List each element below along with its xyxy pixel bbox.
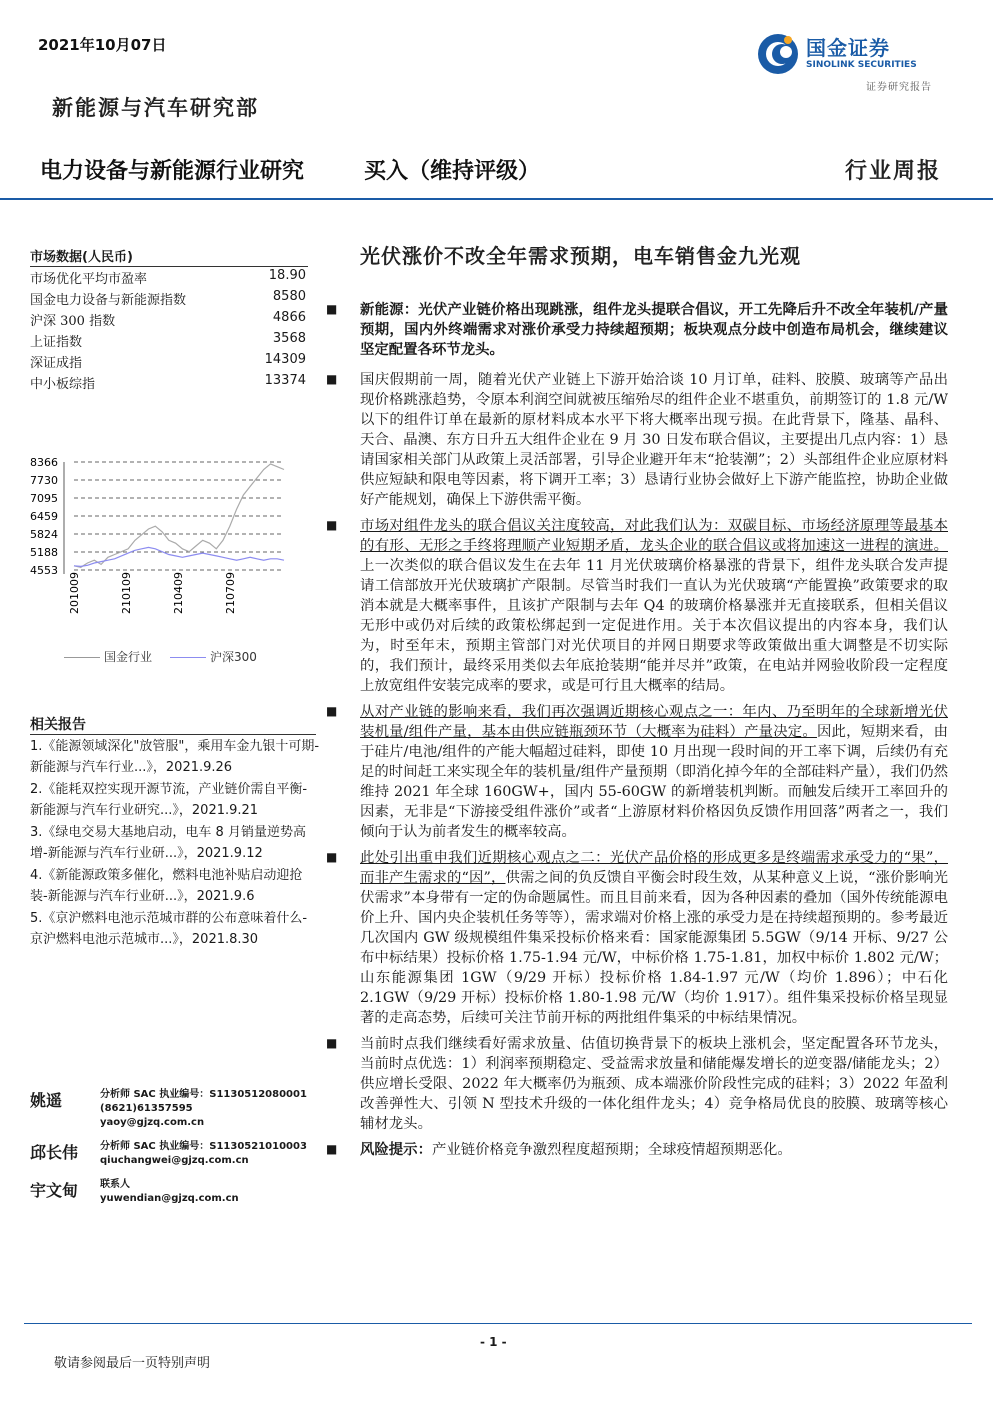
report-title: 电力设备与新能源行业研究 — [40, 159, 305, 184]
department-name: 新能源与汽车研究部 — [52, 95, 259, 120]
analyst-name: 姚遥 — [30, 1091, 63, 1110]
body-paragraph: 从对产业链的影响来看，我们再次强调近期核心观点之一：年内、乃至明年的全球新增光伏装机量/组件产量，基本由供应链瓶颈环节（大概率为硅料）产量决定。因此，短期来看，由于硅片/电池/组件的产能大幅超过硅料，即使 10 月出现一段时间的开工率下调，后续仍有充足的时间赶工来实现全年的装机量/组件产量预期（即消化掉今年的全部硅料产量），我们仍然维持 2021 年全球 160GW+，国内 55-60GW 的新增装机判断。而触发后续开工率回升的因素，无非是“下游接受组件涨价”或者“上游原材料价格因负反馈作用回落”两者之一，我们倾向于认为前者发生的概率较高。 — [360, 704, 948, 840]
related-report-item[interactable]: 5.《京沪燃料电池示范城市群的公布意味着什么-京沪燃料电池示范城市...》，2021.8.30 — [30, 911, 308, 947]
bullet-paragraph — [326, 848, 948, 1028]
related-report-item[interactable]: 2.《能耗双控实现开源节流，产业链价需自平衡-新能源与汽车行业研究...》，2021.9.21 — [30, 782, 308, 818]
footer-divider — [24, 1323, 972, 1324]
analyst-info: 分析师 SAC 执业编号：S1130521010003 qiuchangwei@gjzq.com.cn — [100, 1141, 307, 1166]
body-paragraph: 当前时点我们继续看好需求放量、估值切换背景下的板块上涨机会，坚定配置各环节龙头，当前时点优选：1）利润率预期稳定、受益需求放量和储能爆发增长的逆变器/储能龙头；2）供应增长受限、2022 年大概率仍为瓶颈、成本端涨价阶段性完成的硅料；3）2022 年盈利改善弹性大、引领 N 型技术升级的一体化组件龙头；4）竞争格局优良的胶膜、玻璃等核心辅材龙头。 — [360, 1036, 948, 1132]
bullet-square-icon: ■ — [326, 302, 338, 316]
legend-line-icon — [64, 657, 100, 658]
bullet-paragraph — [326, 702, 948, 842]
bullet-square-icon: ■ — [326, 704, 338, 718]
bullet-paragraph — [326, 516, 948, 696]
related-report-item[interactable]: 1.《能源领域深化"放管服"，乘用车金九银十可期-新能源与汽车行业...》，2021.9.26 — [30, 739, 320, 775]
analyst-info: 联系人 yuwendian@gjzq.com.cn — [100, 1179, 239, 1204]
rating-label: 买入（维持评级） — [364, 159, 541, 184]
analyst-entry — [30, 1178, 330, 1206]
logo-subtitle: 证券研究报告 — [866, 82, 932, 93]
bullet-square-icon: ■ — [326, 1142, 338, 1156]
market-data-value: 4866 — [272, 310, 306, 325]
x-tick-label: 210109 — [120, 572, 133, 614]
logo-text-en: SINOLINK SECURITIES — [806, 60, 917, 70]
page-number: - 1 - — [480, 1335, 507, 1349]
y-tick-label: 5824 — [30, 528, 58, 541]
market-data-title: 市场数据(人民币) — [30, 250, 133, 265]
market-data-label: 上证指数 — [30, 335, 83, 350]
market-data-label: 沪深 300 指数 — [30, 314, 116, 329]
company-logo — [756, 30, 946, 78]
index-chart — [30, 446, 300, 636]
market-data-row — [30, 373, 306, 394]
footer-disclaimer: 敬请参阅最后一页特别声明 — [54, 1356, 211, 1371]
body-paragraph: 市场对组件龙头的联合倡议关注度较高，对此我们认为：双碳目标、市场经济原理等最基本的有形、无形之手终将理顺产业短期矛盾，龙头企业的联合倡议或将加速这一进程的演进。上一次类似的联合倡议发生在去年 11 月光伏玻璃价格暴涨的背景下，组件龙头联合发声提请工信部放开光伏玻璃扩产限制。尽管当时我们一直认为光伏玻璃“产能置换”政策要求的取消本就是大概率事件，且该扩产限制与去年 Q4 的玻璃价格暴涨并无直接联系，但相关倡议无形中或仍对后续的政策松绑起到一定促进作用。关于本次倡议提出的内容本身，我们认为，时至年末，预期主管部门对光伏项目的并网日期要求等政策做出重大调整是不切实际的，我们预计，最终采用类似去年底抢装期“能并尽并”政策，在电站并网验收阶段一定程度上放宽组件安装完成率的要求，或是可行且大概率的结局。 — [360, 518, 948, 694]
risk-label: 风险提示： — [360, 1141, 432, 1158]
key-view-underlined: 从对产业链的影响来看，我们再次强调近期核心观点之一：年内、乃至明年的全球新增光伏装机量/组件产量，基本由供应链瓶颈环节（大概率为硅料）产量决定。 — [360, 704, 948, 740]
x-tick-label: 210409 — [172, 572, 185, 614]
market-data-row — [30, 331, 306, 352]
body-paragraph: 国庆假期前一周，随着光伏产业链上下游开始洽谈 10 月订单，硅料、胶膜、玻璃等产品出现价格跳涨趋势，令原本利润空间就被压缩殆尽的组件企业不堪重负，前期签订的 1.8 元/W 以下的组件订单在最新的原材料成本水平下将大概率出现亏损。在此背景下，隆基、晶科、天合、晶澳、东方日升五大组件企业在 9 月 30 日发布联合倡议，主要提出几点内容：1）恳请国家相关部门从政策上灵活部署，引导企业避开年末“抢装潮”；2）头部组件企业应原材料供应短缺和限电等因素，将下调开工率；3）恳请行业协会做好上下游产能监控，协助企业做好产能规划，确保上下游供需平衡。 — [360, 372, 948, 508]
y-tick-label: 8366 — [30, 456, 58, 469]
main-body — [326, 300, 948, 1162]
bullet-square-icon: ■ — [326, 1036, 338, 1050]
index-chart-svg — [30, 446, 300, 636]
bullet-paragraph — [326, 1034, 948, 1134]
bullet-paragraph — [326, 300, 948, 360]
analyst-name: 邱长伟 — [30, 1143, 79, 1162]
report-date: 2021年10月07日 — [38, 36, 167, 54]
legend-line-icon — [170, 657, 206, 658]
chart-legend — [64, 648, 257, 665]
report-type: 行业周报 — [844, 158, 941, 184]
market-data-row — [30, 289, 306, 310]
risk-paragraph: 风险提示：产业链价格竞争激烈程度超预期；全球疫情超预期恶化。 — [360, 1141, 792, 1158]
market-data-label: 中小板综指 — [30, 377, 96, 392]
x-tick-label: 201009 — [68, 572, 81, 614]
market-data-divider — [30, 266, 308, 267]
y-tick-label: 7730 — [30, 474, 58, 488]
x-tick-label: 210709 — [224, 572, 237, 614]
related-reports-list — [30, 737, 320, 952]
bullet-paragraph — [326, 370, 948, 510]
y-tick-label: 6459 — [30, 510, 58, 524]
related-reports-divider — [30, 734, 316, 735]
market-data-row — [30, 352, 306, 373]
analyst-email[interactable]: yaoy@gjzq.com.cn — [100, 1117, 205, 1128]
related-report-item[interactable]: 4.《新能源政策多催化，燃料电池补贴启动迎抢装-新能源与汽车行业研...》，2021.9.6 — [30, 868, 303, 904]
related-reports-title: 相关报告 — [30, 717, 86, 733]
market-data-value: 8580 — [272, 289, 306, 304]
market-data-value: 14309 — [264, 352, 306, 367]
summary-paragraph: 新能源：光伏产业链价格出现跳涨，组件龙头提联合倡议，开工先降后升不改全年装机/产量预期，国内外终端需求对涨价承受力持续超预期；板块观点分歧中创造布局机会，继续建议坚定配置各环节龙头。 — [360, 301, 948, 358]
market-data-row — [30, 268, 306, 289]
bullet-square-icon: ■ — [326, 372, 338, 386]
legend-item-hs300: 沪深300 — [170, 648, 257, 665]
bullet-paragraph — [326, 1140, 948, 1160]
logo-text-cn: 国金证券 — [806, 36, 890, 60]
analyst-list — [30, 1088, 330, 1216]
bullet-square-icon: ■ — [326, 518, 338, 532]
market-data-label: 市场优化平均市盈率 — [30, 272, 148, 287]
series-line-hs300 — [74, 547, 284, 566]
market-data-value: 18.90 — [268, 268, 306, 283]
y-tick-label: 7095 — [30, 492, 58, 505]
main-title: 光伏涨价不改全年需求预期，电车销售金九光观 — [360, 244, 801, 268]
analyst-info: 分析师 SAC 执业编号：S1130512080001 (8621)61357595 yaoy@gjzq.com.cn — [100, 1089, 307, 1128]
key-view-underlined: 市场对组件龙头的联合倡议关注度较高，对此我们认为：双碳目标、市场经济原理等最基本的有形、无形之手终将理顺产业短期矛盾，龙头企业的联合倡议或将加速这一进程的演进。 — [360, 518, 948, 554]
related-report-item[interactable]: 3.《绿电交易大基地启动，电车 8 月销量逆势高增-新能源与汽车行业研...》，2021.9.12 — [30, 825, 306, 861]
analyst-email[interactable]: yuwendian@gjzq.com.cn — [100, 1193, 239, 1204]
analyst-name: 宇文甸 — [30, 1181, 79, 1200]
market-data-label: 深证成指 — [30, 356, 83, 371]
market-data-value: 13374 — [264, 373, 306, 388]
y-tick-label: 4553 — [30, 564, 58, 577]
header-divider — [0, 198, 993, 200]
market-data-label: 国金电力设备与新能源指数 — [30, 293, 187, 308]
y-tick-label: 5188 — [30, 546, 58, 560]
market-data-value: 3568 — [272, 331, 306, 346]
analyst-email[interactable]: qiuchangwei@gjzq.com.cn — [100, 1155, 249, 1166]
analyst-entry — [30, 1140, 330, 1168]
body-paragraph: 此处引出重申我们近期核心观点之二：光伏产品价格的形成更多是终端需求承受力的“果”，而非产生需求的“因”，供需之间的负反馈自平衡会时段生效，从某种意义上说，“涨价影响光伏需求”本身带有一定的伪命题属性。而且目前来看，因为各种因素的叠加（国外传统能源电价上升、国内央企装机任务等等），需求端对价格上涨的承受力是在持续超预期的。参考最近几次国内 GW 级规模组件集采投标价格来看：国家能源集团 5.5GW（9/14 开标、9/27 公布中标结果）投标价格 1.75-1.94 元/W，中标价格 1.75-1.81，加权中标价 1.802 元/W；山东能源集团 1GW（9/29 开标）投标价格 1.84-1.97 元/W（均价 1.896）；中石化 2.1GW（9/29 开标）投标价格 1.80-1.98 元/W（均价 1.917）。组件集采投标价格呈现显著的走高态势，后续可关注节前开标的两批组件集采的中标结果情况。 — [360, 850, 949, 1026]
analyst-entry — [30, 1088, 330, 1130]
market-data-row — [30, 310, 306, 331]
legend-item-industry: 国金行业 — [64, 648, 152, 665]
bullet-square-icon: ■ — [326, 850, 338, 864]
key-view-underlined: 此处引出重申我们近期核心观点之二：光伏产品价格的形成更多是终端需求承受力的“果”，而非产生需求的“因”， — [360, 850, 948, 886]
